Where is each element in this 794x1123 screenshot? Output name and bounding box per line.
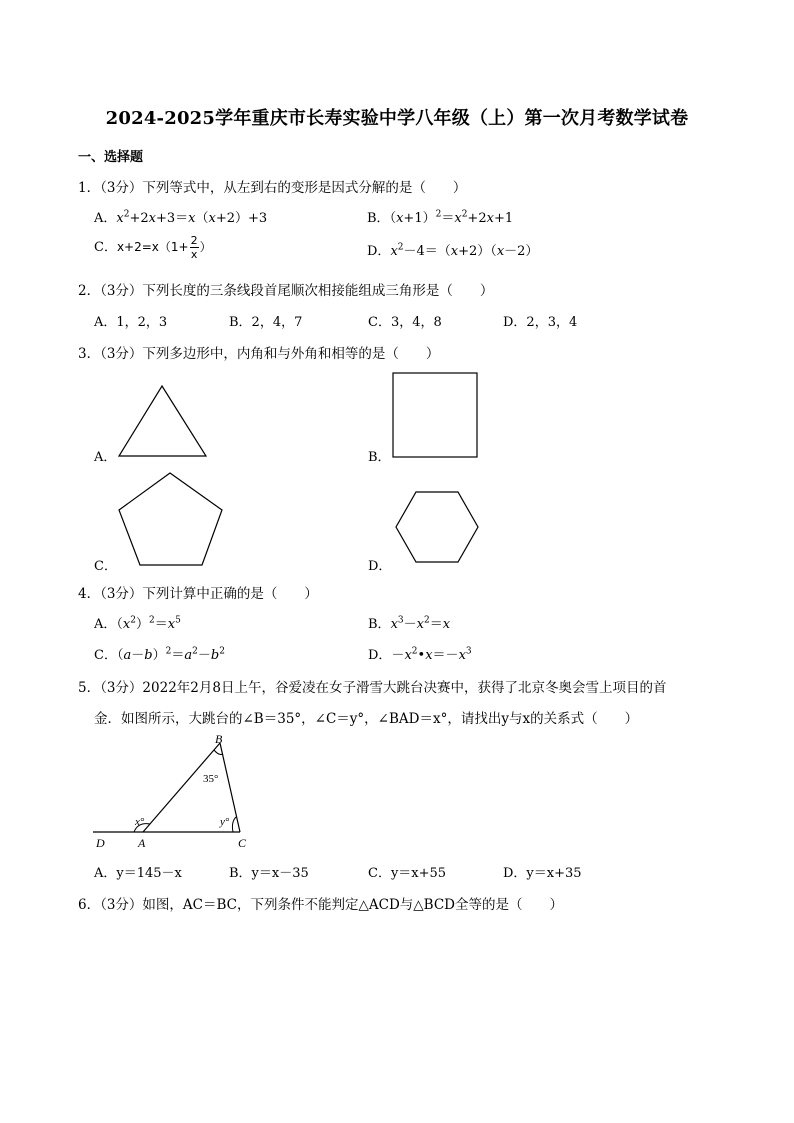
q4-option-b[interactable] xyxy=(368,613,450,632)
q1-option-c-label: C． xyxy=(94,240,117,255)
q5-option-a[interactable]: A．y＝145－x xyxy=(94,866,182,881)
q1-option-a-math: $x^2+2x+3=x(x+2)+3$ xyxy=(116,209,268,226)
q4-option-d-label: D． xyxy=(368,648,392,663)
q4-option-b-label: B． xyxy=(368,617,391,632)
q4-option-b-math: $x^3-x^2=x$ xyxy=(390,615,451,632)
angle-y-label: y° xyxy=(220,816,230,828)
triangle-figure xyxy=(115,383,209,459)
q3-option-a[interactable]: A． xyxy=(94,450,117,465)
q4-option-c-label: C． xyxy=(94,648,117,663)
q5-option-c[interactable]: C．y＝x+55 xyxy=(368,866,447,881)
q5-option-d[interactable]: D．y＝x+35 xyxy=(503,866,582,881)
section-title: 一、选择题 xyxy=(78,150,144,165)
pentagon-figure xyxy=(116,470,226,568)
angle-y-arc xyxy=(232,817,236,832)
q1-option-b-label: B． xyxy=(367,211,390,226)
q4-option-c-math: $(a-b)^2=a^2-b^2$ xyxy=(116,646,225,663)
q4-option-a[interactable] xyxy=(94,613,181,632)
question-2-stem: 2．（3分）下列长度的三条线段首尾顺次相接能组成三角形是（ ） xyxy=(78,283,494,299)
q1-option-d[interactable] xyxy=(367,240,538,259)
q3-option-b[interactable]: B． xyxy=(368,450,391,465)
hexagon-figure xyxy=(393,489,481,565)
q4-option-c[interactable] xyxy=(94,644,225,663)
q2-option-c[interactable]: C．3，4，8 xyxy=(368,315,442,330)
ski-jump-triangle-figure xyxy=(90,730,250,850)
q1-option-c-math: x+2=x（1+ $\frac{2}{x}$ ） xyxy=(116,234,212,261)
q4-option-d-math: $-x^2•x=-x^3$ xyxy=(391,646,472,663)
q1-option-d-math: $x^2-4=(x+2)(x-2)$ xyxy=(390,242,539,259)
question-5-stem-line-2: 金．如图所示，大跳台的∠B＝35°，∠C＝y°，∠BAD＝x°，请找出y与x的关系式（ ） xyxy=(94,711,639,727)
page-title: 2024-2025学年重庆市长寿实验中学八年级（上）第一次月考数学试卷 xyxy=(105,108,689,129)
q4-option-d[interactable] xyxy=(368,644,472,663)
q4-option-a-math: $(x^2)^2=x^5$ xyxy=(116,615,181,632)
label-b: B xyxy=(215,732,223,746)
q5-option-b[interactable]: B．y＝x－35 xyxy=(229,866,309,881)
question-3-stem: 3．（3分）下列多边形中，内角和与外角和相等的是（ ） xyxy=(78,346,440,362)
angle-b-label: 35° xyxy=(203,773,219,785)
q4-option-a-label: A． xyxy=(94,617,117,632)
q2-option-b[interactable]: B．2，4，7 xyxy=(229,315,303,330)
square-figure xyxy=(391,371,479,459)
q1-option-b-math: $(x+1)^2=x^2+2x+1$ xyxy=(389,209,514,226)
angle-x-label: x° xyxy=(135,816,145,828)
question-6-stem: 6．（3分）如图，AC＝BC，下列条件不能判定△ACD与△BCD全等的是（ ） xyxy=(78,897,563,913)
question-1-stem: 1．（3分）下列等式中，从左到右的变形是因式分解的是（ ） xyxy=(78,180,467,196)
label-d: D xyxy=(96,836,105,850)
segment-ab xyxy=(143,743,220,832)
q2-option-a[interactable]: A．1，2，3 xyxy=(94,315,168,330)
question-4-stem: 4．（3分）下列计算中正确的是（ ） xyxy=(78,586,318,602)
q2-option-d[interactable]: D．2，3，4 xyxy=(503,315,578,330)
q1-option-d-label: D． xyxy=(367,244,391,259)
q1-option-a[interactable] xyxy=(94,207,267,226)
q3-option-c[interactable]: C． xyxy=(94,559,117,574)
q1-option-b[interactable] xyxy=(367,207,513,226)
label-a: A xyxy=(138,836,146,850)
q1-option-a-label: A． xyxy=(94,211,117,226)
label-c: C xyxy=(238,836,247,850)
q3-option-d[interactable]: D． xyxy=(368,559,392,574)
q1-option-c[interactable] xyxy=(94,234,212,261)
question-5-stem-line-1: 5．（3分）2022年2月8日上午，谷爱凌在女子滑雪大跳台决赛中，获得了北京冬奥会雪上项目的首 xyxy=(78,680,667,696)
